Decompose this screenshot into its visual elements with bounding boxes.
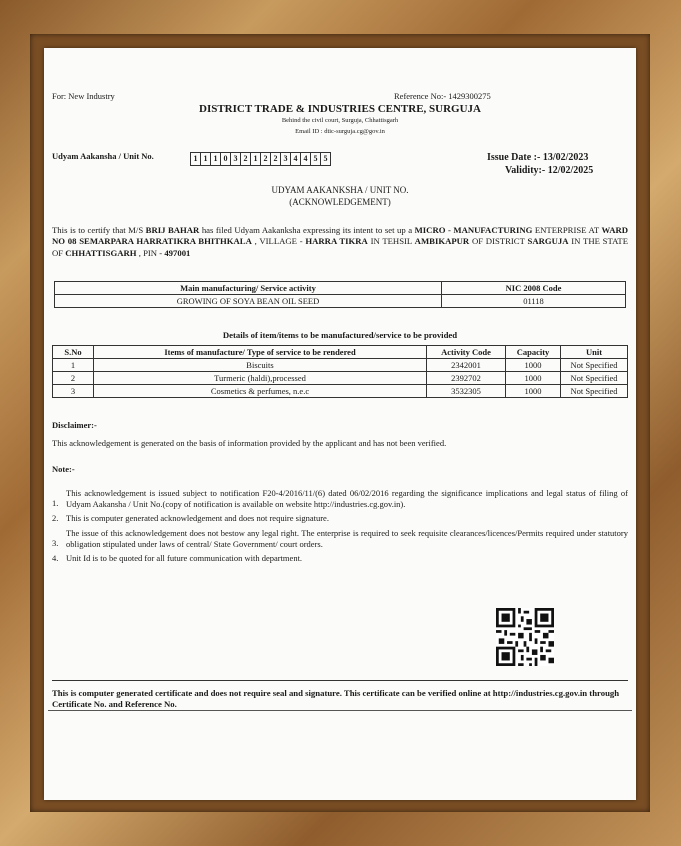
unit-number-boxes (190, 148, 330, 166)
footer-note: This is computer generated certificate and does not require seal and signature. This certificate can be verified online at http://industries.cg.gov.in through Certificate No. and Reference No. (52, 688, 620, 709)
cell: Biscuits (94, 359, 427, 372)
office-address: Behind the civil court, Surguja, Chhattisgarh (281, 117, 399, 124)
unit-digit-box: 0 (220, 152, 231, 166)
list-item: 2. This is computer generated acknowledgement and does not require signature. (52, 513, 329, 524)
cell: 3 (53, 385, 94, 398)
unit-digit-box: 2 (260, 152, 271, 166)
unit-digit-box: 4 (300, 152, 311, 166)
nic-header: NIC 2008 Code (442, 282, 626, 295)
ack-title: UDYAM AAKANKSHA / UNIT NO. (271, 185, 409, 195)
cell: 2342001 (427, 359, 506, 372)
for-label: For: New Industry (52, 91, 115, 101)
activity-table (54, 281, 626, 308)
cell: 2392702 (427, 372, 506, 385)
col-items: Items of manufacture/ Type of service to be rendered (94, 346, 427, 359)
unit-digit-box: 5 (320, 152, 331, 166)
list-item: 3. The issue of this acknowledgement does not bestow any legal right. The enterprise is required to seek requisite clearances/licences/Permits required under statutory obligation stipulated under laws of central/ State Government/ court orders. (52, 527, 628, 549)
unit-digit-box: 2 (270, 152, 281, 166)
certify-paragraph: This is to certify that M/S BRIJ BAHAR has filed Udyam Aakanksha expressing its intent to set up a MICRO - MANUFACTURING ENTERPRISE AT WARD NO 08 SEMARPARA HARRATIKRA BHITHKALA , VILLAGE - HARRA TIKRA IN TEHSIL AMBIKAPUR OF DISTRICT SARGUJA IN THE STATE OF CHHATTISGARH , PIN - 497001 (52, 225, 629, 258)
table-row (53, 359, 628, 372)
col-capacity: Capacity (506, 346, 561, 359)
activity-header: Main manufacturing/ Service activity (55, 282, 442, 295)
note-heading: Note:- (52, 464, 75, 474)
qr-code-icon (496, 608, 554, 666)
cell: Turmeric (haldi),processed (94, 372, 427, 385)
unit-digit-box: 1 (210, 152, 221, 166)
cell: 1000 (506, 385, 561, 398)
unit-digit-box: 3 (280, 152, 291, 166)
unit-digit-box: 5 (310, 152, 321, 166)
items-table (52, 345, 628, 398)
list-item: 1. This acknowledgement is issued subject to notification F20-4/2016/11/(6) dated 06/02/2016 regarding the significance implications and legal status of filing of Udyam Aakansha / Unit No.(copy of notification is available on website http://industries.cg.gov.in). (52, 488, 628, 509)
table-row (53, 372, 628, 385)
unit-digit-box: 4 (290, 152, 301, 166)
office-name: DISTRICT TRADE & INDUSTRIES CENTRE, SURGUJA (199, 103, 481, 115)
validity: Validity:- 12/02/2025 (505, 165, 594, 176)
footer-divider (52, 680, 628, 681)
cell: Not Specified (561, 372, 628, 385)
unit-label: Udyam Aakansha / Unit No. (52, 151, 154, 161)
certificate-paper (44, 48, 636, 800)
items-title: Details of item/items to be manufactured/service to be provided (222, 330, 458, 340)
cell: 3532305 (427, 385, 506, 398)
cell: 1 (53, 359, 94, 372)
office-email: Email ID : dtic-surguja.cg@gov.in (295, 128, 385, 135)
table-row (53, 385, 628, 398)
cell: 1000 (506, 359, 561, 372)
cell: 2 (53, 372, 94, 385)
cell: 1000 (506, 372, 561, 385)
notes-list (52, 488, 628, 564)
page-bottom-line (48, 710, 632, 711)
cell: Not Specified (561, 359, 628, 372)
col-sno: S.No (53, 346, 94, 359)
unit-digit-box: 1 (190, 152, 201, 166)
cell: Not Specified (561, 385, 628, 398)
activity-value: GROWING OF SOYA BEAN OIL SEED (55, 295, 442, 308)
items-header-row (53, 346, 628, 359)
disclaimer-text: This acknowledgement is generated on the basis of information provided by the applicant and has not been verified. (52, 438, 447, 448)
nic-value: 01118 (442, 295, 626, 308)
reference-number: Reference No:- 1429300275 (394, 91, 491, 101)
col-activity-code: Activity Code (427, 346, 506, 359)
unit-digit-box: 1 (250, 152, 261, 166)
unit-digit-box: 1 (200, 152, 211, 166)
cell: Cosmetics & perfumes, n.e.c (94, 385, 427, 398)
issue-date: Issue Date :- 13/02/2023 (487, 152, 589, 163)
col-unit: Unit (561, 346, 628, 359)
unit-digit-box: 2 (240, 152, 251, 166)
ack-subtitle: (ACKNOWLEDGEMENT) (289, 197, 391, 207)
unit-digit-box: 3 (230, 152, 241, 166)
list-item: 4. Unit Id is to be quoted for all future communication with department. (52, 553, 303, 564)
disclaimer-heading: Disclaimer:- (52, 420, 97, 430)
